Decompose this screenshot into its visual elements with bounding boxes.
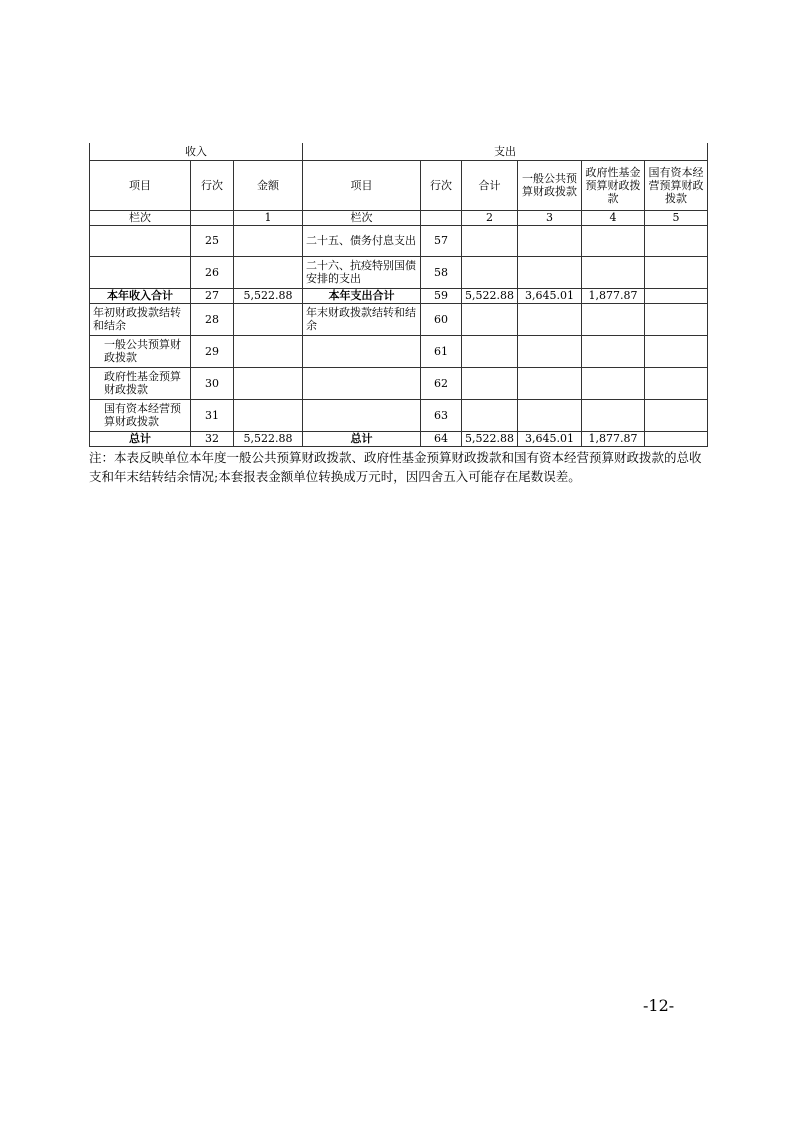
section-header-row xyxy=(90,143,708,160)
expense-fund xyxy=(582,256,645,288)
expense-row-no: 58 xyxy=(421,256,462,288)
expense-fund: 1,877.87 xyxy=(582,431,645,446)
expense-row-no: 63 xyxy=(421,399,462,431)
expense-general xyxy=(518,367,582,399)
table-row xyxy=(90,399,708,431)
expense-fund xyxy=(582,399,645,431)
table-row xyxy=(90,288,708,303)
index-cell xyxy=(421,210,462,225)
expense-total xyxy=(462,256,518,288)
expense-item: 年末财政拨款结转和结余 xyxy=(303,303,421,335)
page-number: -12- xyxy=(643,996,675,1015)
col-header-row-no: 行次 xyxy=(191,160,234,210)
income-item xyxy=(90,225,191,256)
expense-item: 总计 xyxy=(303,431,421,446)
table-row xyxy=(90,335,708,367)
expense-fund xyxy=(582,225,645,256)
income-amount xyxy=(234,225,303,256)
expense-total: 5,522.88 xyxy=(462,431,518,446)
expense-general xyxy=(518,335,582,367)
fiscal-appropriation-table xyxy=(89,143,708,447)
income-item: 本年收入合计 xyxy=(90,288,191,303)
expense-capital xyxy=(645,399,708,431)
income-item xyxy=(90,256,191,288)
income-amount: 5,522.88 xyxy=(234,431,303,446)
income-item: 国有资本经营预算财政拨款 xyxy=(90,399,191,431)
expense-total xyxy=(462,399,518,431)
expense-item: 二十六、抗疫特别国债安排的支出 xyxy=(303,256,421,288)
col-header-state-capital: 国有资本经营预算财政拨款 xyxy=(645,160,708,210)
table-row xyxy=(90,431,708,446)
income-row-no: 29 xyxy=(191,335,234,367)
expense-capital xyxy=(645,431,708,446)
expense-item xyxy=(303,367,421,399)
column-index-row xyxy=(90,210,708,225)
index-cell: 3 xyxy=(518,210,582,225)
expense-general: 3,645.01 xyxy=(518,431,582,446)
expense-fund xyxy=(582,367,645,399)
income-row-no: 32 xyxy=(191,431,234,446)
expense-header: 支出 xyxy=(303,143,708,160)
expense-total xyxy=(462,303,518,335)
expense-total xyxy=(462,335,518,367)
col-header-general-budget: 一般公共预算财政拨款 xyxy=(518,160,582,210)
income-amount xyxy=(234,399,303,431)
expense-general xyxy=(518,225,582,256)
income-item: 一般公共预算财政拨款 xyxy=(90,335,191,367)
income-row-no: 26 xyxy=(191,256,234,288)
col-header-gov-fund: 政府性基金预算财政拨款 xyxy=(582,160,645,210)
income-item: 总计 xyxy=(90,431,191,446)
expense-row-no: 61 xyxy=(421,335,462,367)
expense-row-no: 64 xyxy=(421,431,462,446)
expense-item xyxy=(303,399,421,431)
expense-fund: 1,877.87 xyxy=(582,288,645,303)
expense-row-no: 62 xyxy=(421,367,462,399)
index-cell: 4 xyxy=(582,210,645,225)
income-item: 政府性基金预算财政拨款 xyxy=(90,367,191,399)
expense-item: 二十五、债务付息支出 xyxy=(303,225,421,256)
income-row-no: 30 xyxy=(191,367,234,399)
expense-general: 3,645.01 xyxy=(518,288,582,303)
index-cell: 2 xyxy=(462,210,518,225)
expense-capital xyxy=(645,256,708,288)
income-item: 年初财政拨款结转和结余 xyxy=(90,303,191,335)
income-amount xyxy=(234,303,303,335)
column-header-row xyxy=(90,160,708,210)
col-header-amount: 金额 xyxy=(234,160,303,210)
index-cell xyxy=(191,210,234,225)
expense-capital xyxy=(645,225,708,256)
index-label: 栏次 xyxy=(303,210,421,225)
col-header-total: 合计 xyxy=(462,160,518,210)
expense-general xyxy=(518,303,582,335)
expense-fund xyxy=(582,335,645,367)
expense-capital xyxy=(645,303,708,335)
table-row xyxy=(90,303,708,335)
expense-general xyxy=(518,399,582,431)
income-header: 收入 xyxy=(90,143,303,160)
expense-item xyxy=(303,335,421,367)
col-header-item: 项目 xyxy=(303,160,421,210)
table-row xyxy=(90,225,708,256)
expense-capital xyxy=(645,367,708,399)
index-label: 栏次 xyxy=(90,210,191,225)
expense-item: 本年支出合计 xyxy=(303,288,421,303)
col-header-row-no: 行次 xyxy=(421,160,462,210)
table-row xyxy=(90,367,708,399)
col-header-item: 项目 xyxy=(90,160,191,210)
expense-total xyxy=(462,367,518,399)
table-row xyxy=(90,256,708,288)
expense-total xyxy=(462,225,518,256)
table-note: 注：本表反映单位本年度一般公共预算财政拨款、政府性基金预算财政拨款和国有资本经营预算财政拨款的总收支和年末结转结余情况;本套报表金额单位转换成万元时，因四舍五入可能存在尾数误差。 xyxy=(89,450,702,484)
income-amount: 5,522.88 xyxy=(234,288,303,303)
expense-capital xyxy=(645,288,708,303)
income-row-no: 31 xyxy=(191,399,234,431)
expense-capital xyxy=(645,335,708,367)
income-amount xyxy=(234,256,303,288)
income-row-no: 28 xyxy=(191,303,234,335)
expense-fund xyxy=(582,303,645,335)
index-cell: 5 xyxy=(645,210,708,225)
expense-total: 5,522.88 xyxy=(462,288,518,303)
expense-general xyxy=(518,256,582,288)
expense-row-no: 60 xyxy=(421,303,462,335)
income-amount xyxy=(234,367,303,399)
index-cell: 1 xyxy=(234,210,303,225)
expense-row-no: 57 xyxy=(421,225,462,256)
expense-row-no: 59 xyxy=(421,288,462,303)
income-amount xyxy=(234,335,303,367)
income-row-no: 25 xyxy=(191,225,234,256)
income-row-no: 27 xyxy=(191,288,234,303)
